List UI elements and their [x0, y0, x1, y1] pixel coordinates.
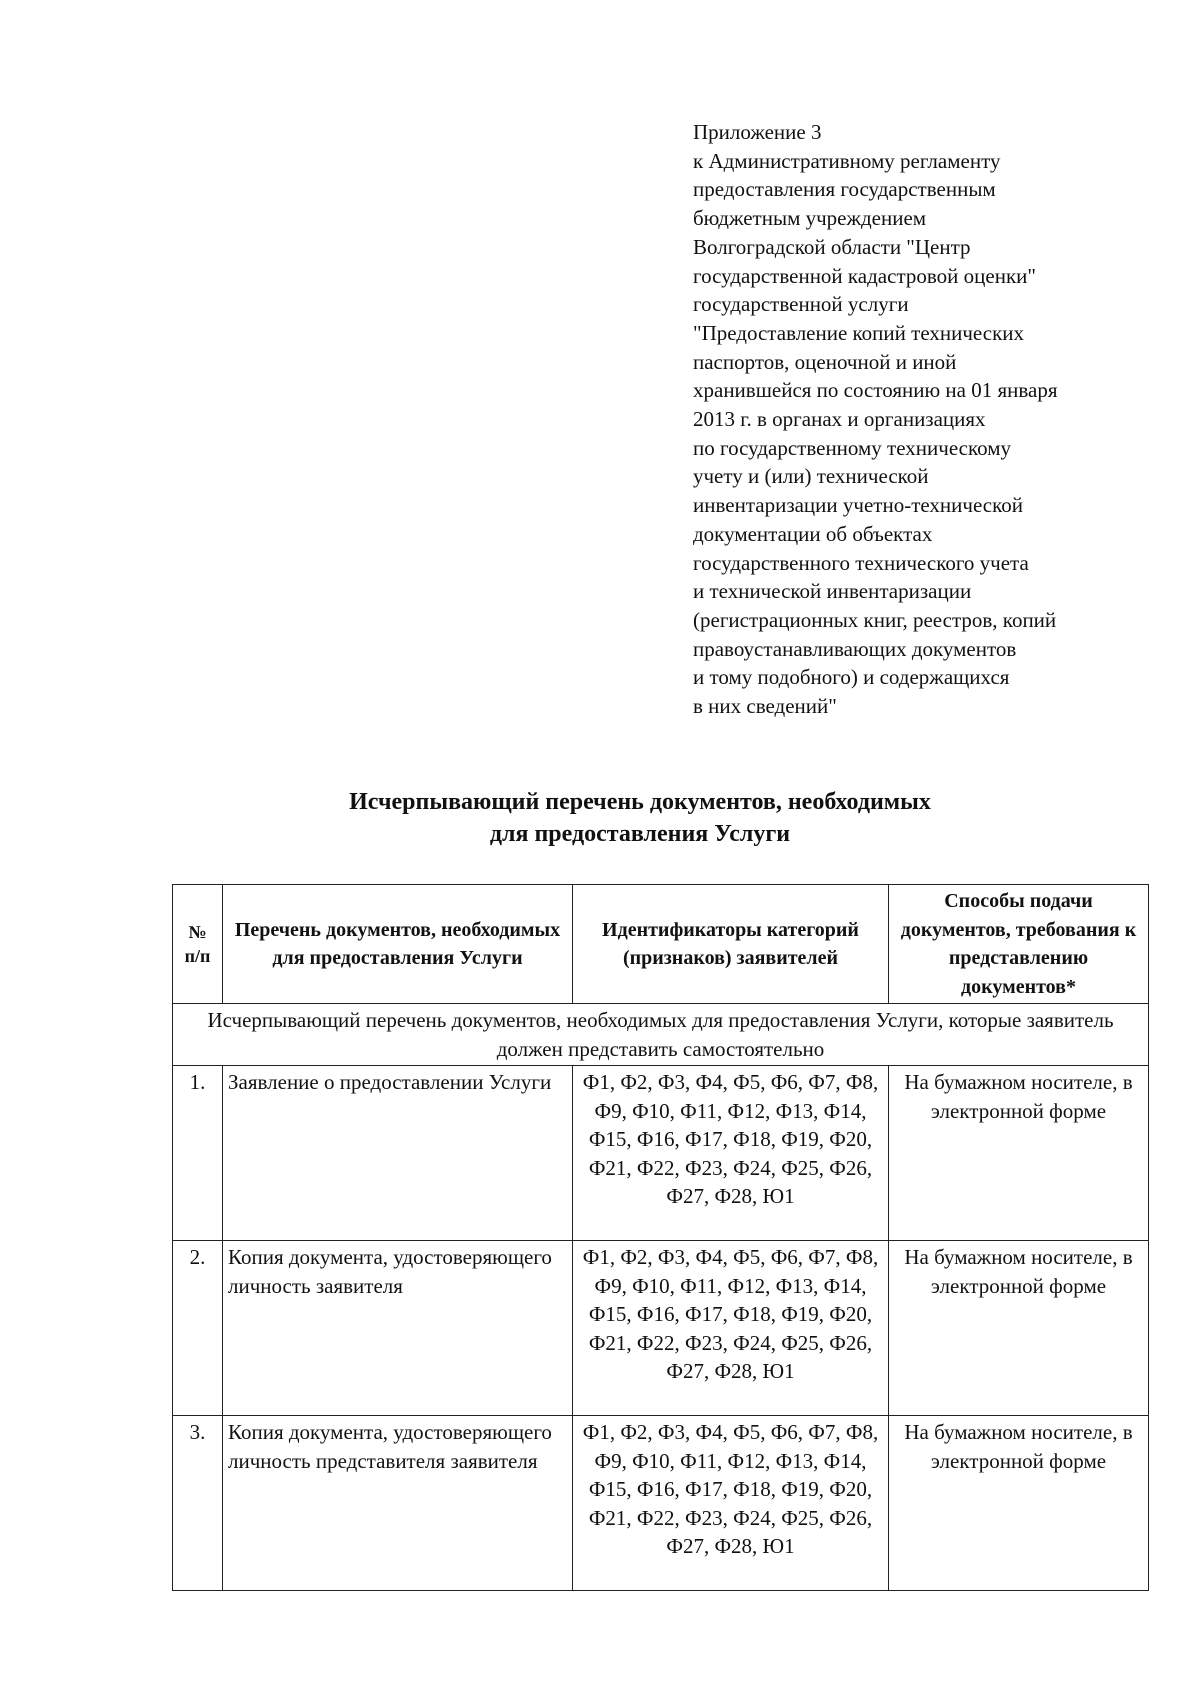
- header-methods: Способы подачи документов, требования к представлению документов*: [889, 885, 1149, 1004]
- appendix-line: "Предоставление копий технических: [693, 320, 1025, 345]
- table-row: [173, 1066, 1149, 1241]
- section-heading: Исчерпывающий перечень документов, необходимых для предоставления Услуги, которые заявитель должен представить самостоятельно: [173, 1004, 1149, 1066]
- appendix-line: Волгоградской области "Центр: [693, 234, 971, 259]
- row-number: 2.: [173, 1241, 223, 1416]
- header-number: [173, 885, 223, 1004]
- appendix-line: Приложение 3: [693, 120, 822, 144]
- table-header-row: [173, 885, 1149, 1004]
- document-title: [170, 786, 1110, 850]
- row-identifiers: Ф1, Ф2, Ф3, Ф4, Ф5, Ф6, Ф7, Ф8, Ф9, Ф10, Ф11, Ф12, Ф13, Ф14, Ф15, Ф16, Ф17, Ф18, Ф19, Ф20, Ф21, Ф22, Ф23, Ф24, Ф25, Ф26, Ф27, Ф28, Ю1: [573, 1066, 889, 1241]
- table-row: [173, 1241, 1149, 1416]
- header-number-sign: №: [188, 922, 207, 942]
- row-method: На бумажном носителе, в электронной форме: [889, 1066, 1149, 1241]
- appendix-line: паспортов, оценочной и иной: [693, 349, 957, 374]
- appendix-line: и технической инвентаризации: [693, 579, 972, 604]
- title-line-2: для предоставления Услуги: [489, 821, 791, 847]
- appendix-line: предоставления государственным: [693, 177, 996, 202]
- section-row: [173, 1004, 1149, 1066]
- row-document: Копия документа, удостоверяющего личность заявителя: [223, 1241, 573, 1416]
- header-number-abbr: п/п: [184, 946, 211, 966]
- row-document: Копия документа, удостоверяющего личность представителя заявителя: [223, 1416, 573, 1591]
- row-identifiers: Ф1, Ф2, Ф3, Ф4, Ф5, Ф6, Ф7, Ф8, Ф9, Ф10, Ф11, Ф12, Ф13, Ф14, Ф15, Ф16, Ф17, Ф18, Ф19, Ф20, Ф21, Ф22, Ф23, Ф24, Ф25, Ф26, Ф27, Ф28, Ю1: [573, 1416, 889, 1591]
- appendix-line: государственной кадастровой оценки": [693, 263, 1036, 288]
- appendix-line: учету и (или) технической: [693, 464, 929, 489]
- appendix-line: по государственному техническому: [693, 435, 1012, 460]
- appendix-line: документации об объектах: [693, 521, 933, 546]
- row-number: 1.: [173, 1066, 223, 1241]
- row-method: На бумажном носителе, в электронной форме: [889, 1416, 1149, 1591]
- appendix-line: хранившейся по состоянию на 01 января: [693, 378, 1058, 403]
- appendix-line: государственной услуги: [693, 292, 909, 317]
- appendix-block: [693, 118, 1163, 721]
- table-row: [173, 1416, 1149, 1591]
- appendix-line: бюджетным учреждением: [693, 206, 927, 231]
- appendix-line: и тому подобного) и содержащихся: [693, 665, 1010, 690]
- appendix-line: в них сведений": [693, 694, 837, 719]
- row-identifiers: Ф1, Ф2, Ф3, Ф4, Ф5, Ф6, Ф7, Ф8, Ф9, Ф10, Ф11, Ф12, Ф13, Ф14, Ф15, Ф16, Ф17, Ф18, Ф19, Ф20, Ф21, Ф22, Ф23, Ф24, Ф25, Ф26, Ф27, Ф28, Ю1: [573, 1241, 889, 1416]
- appendix-line: правоустанавливающих документов: [693, 636, 1017, 661]
- title-line-1: Исчерпывающий перечень документов, необходимых: [349, 789, 931, 815]
- appendix-line: (регистрационных книг, реестров, копий: [693, 607, 1057, 632]
- header-documents: Перечень документов, необходимых для предоставления Услуги: [223, 885, 573, 1004]
- appendix-line: инвентаризации учетно-технической: [693, 493, 1023, 518]
- header-identifiers: Идентификаторы категорий (признаков) заявителей: [573, 885, 889, 1004]
- appendix-line: 2013 г. в органах и организациях: [693, 407, 986, 432]
- row-number: 3.: [173, 1416, 223, 1591]
- documents-table: [172, 884, 1149, 1591]
- row-document: Заявление о предоставлении Услуги: [223, 1066, 573, 1241]
- row-method: На бумажном носителе, в электронной форме: [889, 1241, 1149, 1416]
- appendix-line: к Административному регламенту: [693, 148, 1001, 173]
- appendix-line: государственного технического учета: [693, 550, 1029, 575]
